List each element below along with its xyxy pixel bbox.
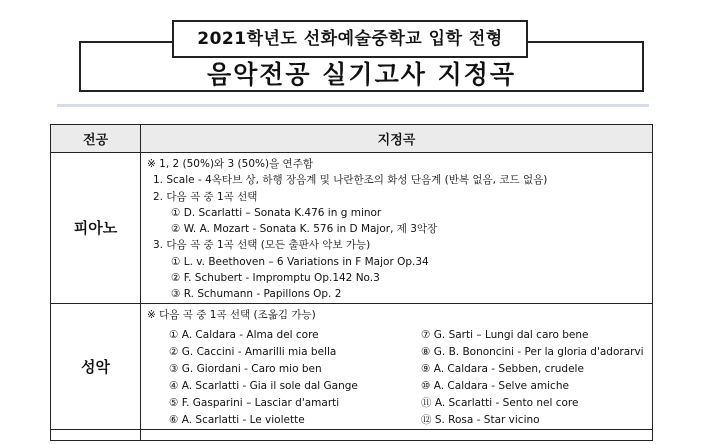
piano-item-3-option: ① L. v. Beethoven – 6 Variations in F Major Op.34: [171, 255, 429, 268]
vocal-piece: ⑪ A. Scarlatti - Sento nel core: [421, 396, 579, 409]
table-header-row: [51, 125, 653, 153]
vocal-pieces: [141, 303, 653, 429]
next-major-cell: [51, 429, 141, 440]
vocal-piece: ⑫ S. Rosa - Star vicino: [421, 413, 540, 426]
header-major: 전공: [51, 125, 141, 153]
table-row-next: [51, 429, 653, 440]
divider: [57, 104, 649, 107]
vocal-piece: ⑥ A. Scarlatti - Le violette: [169, 413, 305, 426]
vocal-piece: ⑤ F. Gasparini – Lasciar d'amarti: [169, 396, 340, 409]
vocal-piece: ③ G. Giordani - Caro mio ben: [169, 362, 322, 375]
header-pieces: 지정곡: [141, 125, 653, 153]
document-subtitle: 2021학년도 선화예술중학교 입학 전형: [172, 20, 528, 58]
vocal-piece: ① A. Caldara - Alma del core: [169, 328, 319, 341]
vocal-piece: ⑩ A. Caldara - Selve amiche: [421, 379, 569, 392]
vocal-piece: ④ A. Scarlatti - Gia il sole dal Gange: [169, 379, 358, 392]
piano-item-3: 3. 다음 곡 중 1곡 선택 (모든 출판사 악보 가능): [153, 239, 371, 252]
piano-item-2-option: ② W. A. Mozart - Sonata K. 576 in D Major, 제 3악장: [171, 223, 438, 236]
vocal-note: ※ 다음 곡 중 1곡 선택 (조옮김 가능): [147, 308, 316, 321]
repertoire-table: [50, 124, 653, 441]
piano-item-1: 1. Scale - 4옥타브 상, 하행 장음계 및 나란한조의 화성 단음계 (반복 없음, 코드 없음): [153, 174, 548, 187]
vocal-piece-list: [147, 327, 652, 429]
piano-item-3-option: ③ R. Schumann - Papillons Op. 2: [171, 288, 342, 301]
vocal-piece: ⑨ A. Caldara - Sebben, crudele: [421, 362, 584, 375]
piano-note: ※ 1, 2 (50%)와 3 (50%)을 연주함: [147, 158, 313, 170]
major-vocal: 성악: [51, 303, 141, 429]
vocal-piece: ② G. Caccini - Amarilli mia bella: [169, 345, 337, 358]
major-piano: 피아노: [51, 153, 141, 304]
piano-pieces: [141, 153, 653, 304]
piano-item-2: 2. 다음 곡 중 1곡 선택: [153, 190, 258, 203]
next-pieces-cell: [141, 429, 653, 440]
document-title: 음악전공 실기고사 지정곡: [206, 60, 517, 89]
table-row-piano: [51, 153, 653, 304]
piano-item-3-option: ② F. Schubert - Impromptu Op.142 No.3: [171, 272, 380, 285]
table-row-vocal: [51, 303, 653, 429]
vocal-piece: ⑦ G. Sarti – Lungi dal caro bene: [421, 328, 589, 341]
vocal-piece: ⑧ G. B. Bononcini - Per la gloria d'adorarvi: [421, 345, 644, 358]
piano-item-2-option: ① D. Scarlatti – Sonata K.476 in g minor: [171, 206, 382, 219]
